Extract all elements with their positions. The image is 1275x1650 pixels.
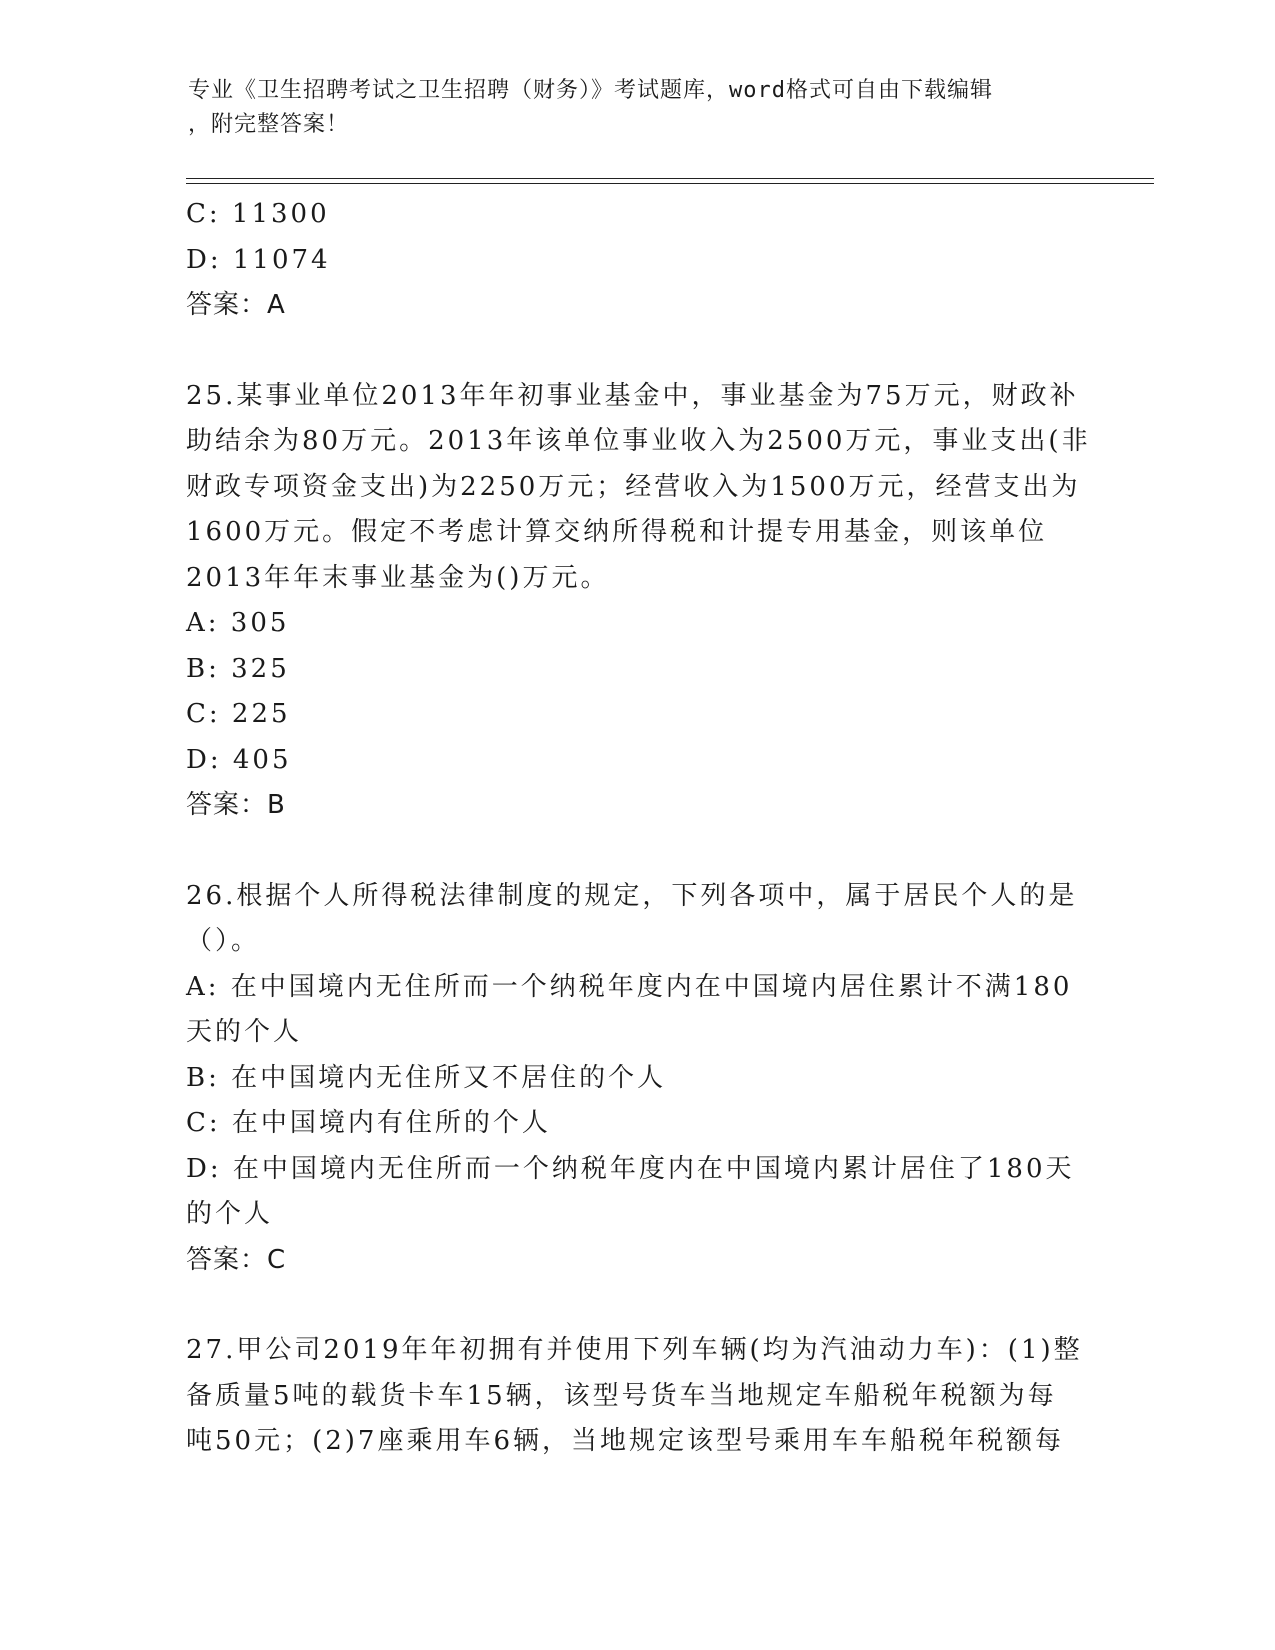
question-text-line: 备质量5吨的载货卡车15辆，该型号货车当地规定车船税年税额为每	[186, 1380, 1057, 1411]
question-25	[186, 374, 1091, 829]
question-26	[186, 874, 1086, 1284]
question-text-line: 25.某事业单位2013年年初事业基金中，事业基金为75万元，财政补	[186, 380, 1079, 411]
header-divider-top	[186, 178, 1154, 179]
header-line-2: ，附完整答案！	[188, 112, 350, 137]
option-b: B: 在中国境内无住所又不居住的个人	[186, 1062, 667, 1093]
option-d-continued: 的个人	[186, 1199, 274, 1229]
document-header	[188, 74, 1068, 142]
answer-line: 答案：A	[186, 290, 286, 320]
question-text-line: 1600万元。假定不考虑计算交纳所得税和计提专用基金，则该单位	[186, 517, 1048, 547]
option-c: C: 在中国境内有住所的个人	[186, 1108, 551, 1138]
question-text-line: （）。	[186, 926, 261, 956]
question-text-line: 助结余为80万元。2013年该单位事业收入为2500万元，事业支出(非	[186, 426, 1091, 456]
header-line-1: 专业《卫生招聘考试之卫生招聘（财务）》考试题库，word格式可自由下载编辑	[188, 78, 993, 103]
spacer	[186, 829, 1086, 874]
spacer	[186, 1283, 1086, 1328]
answer-line: 答案：B	[186, 790, 286, 820]
option-a: A: 在中国境内无住所而一个纳税年度内在中国境内居住累计不满180	[186, 971, 1073, 1002]
option-a-continued: 天的个人	[186, 1017, 303, 1047]
option-c: C: 11300	[186, 199, 330, 229]
question-text-line: 2013年年末事业基金为()万元。	[186, 562, 610, 593]
option-a: A: 305	[186, 608, 290, 638]
option-d: D: 在中国境内无住所而一个纳税年度内在中国境内累计居住了180天	[186, 1153, 1075, 1184]
header-divider-bottom	[186, 183, 1154, 184]
question-list	[186, 192, 1091, 1465]
spacer	[186, 329, 1086, 374]
question-text-line: 吨50元；(2)7座乘用车6辆，当地规定该型号乘用车车船税年税额每	[186, 1426, 1064, 1456]
question-text-line: 26.根据个人所得税法律制度的规定，下列各项中，属于居民个人的是	[186, 880, 1078, 911]
question-text-line: 财政专项资金支出)为2250万元；经营收入为1500万元，经营支出为	[186, 471, 1081, 502]
option-d: D: 405	[186, 744, 292, 775]
option-d: D: 11074	[186, 244, 331, 275]
question-text-line: 27.甲公司2019年年初拥有并使用下列车辆(均为汽油动力车)：(1)整	[186, 1335, 1083, 1365]
answer-line: 答案：C	[186, 1244, 287, 1275]
option-b: B: 325	[186, 653, 290, 684]
option-c: C: 225	[186, 699, 291, 729]
prev-question-options	[186, 192, 1086, 329]
question-27	[186, 1328, 1086, 1465]
